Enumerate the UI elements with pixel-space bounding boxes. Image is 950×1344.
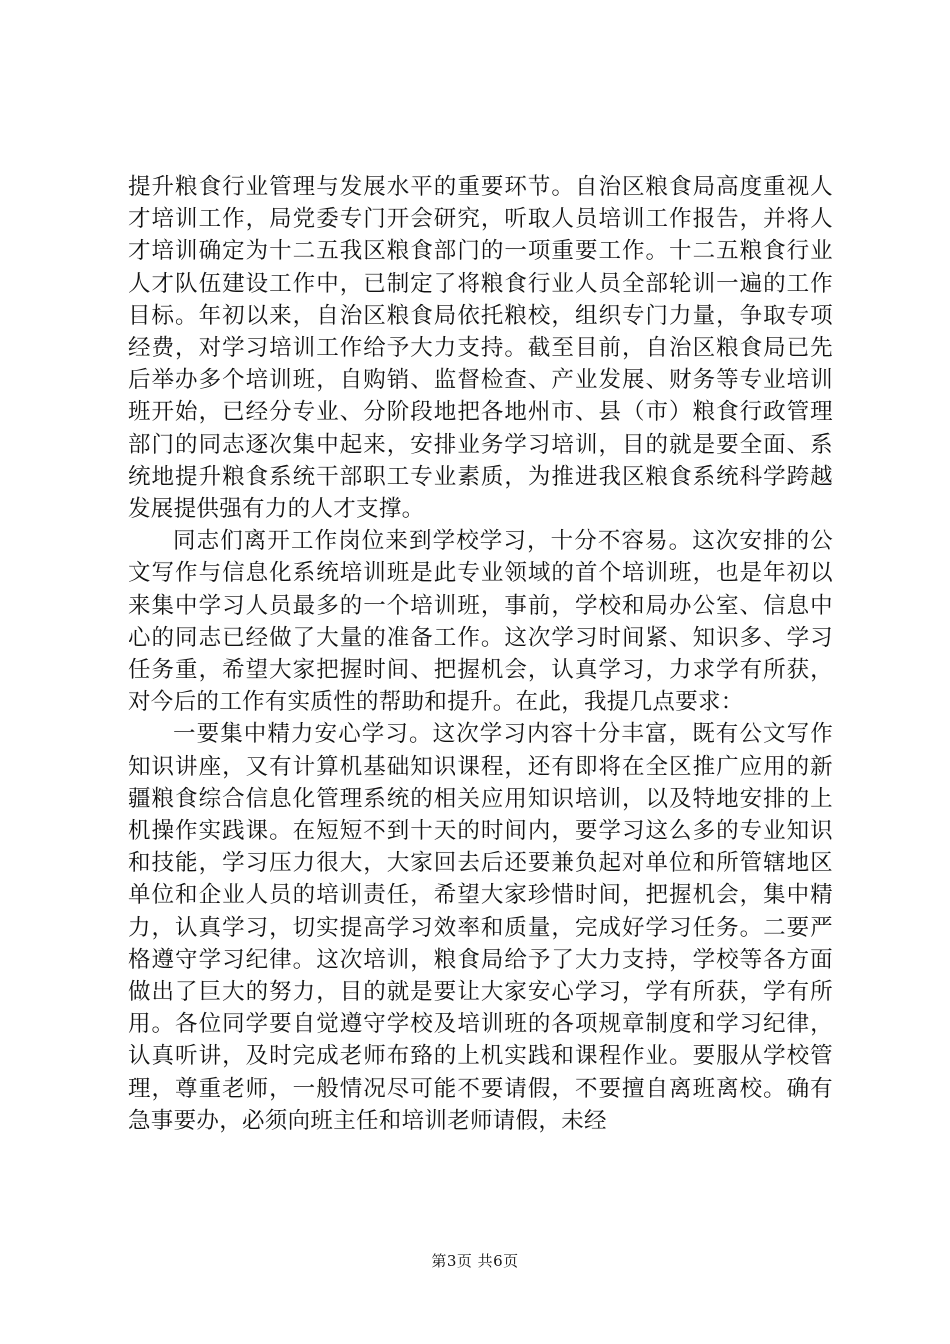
paragraph-2: 同志们离开工作岗位来到学校学习，十分不容易。这次安排的公文写作与信息化系统培训班是此专业领域的首个培训班，也是年初以来集中学习人员最多的一个培训班，事前，学校和局办公室、信息中心的同志已经做了大量的准备工作。这次学习时间紧、知识多、学习任务重，希望大家把握时间、把握机会，认真学习，力求学有所获，对今后的工作有实质性的帮助和提升。在此，我提几点要求：: [128, 528, 833, 716]
paragraph-3: 一要集中精力安心学习。这次学习内容十分丰富，既有公文写作知识讲座，又有计算机基础知识课程，还有即将在全区推广应用的新疆粮食综合信息化管理系统的相关应用知识培训，以及特地安排的上机操作实践课。在短短不到十天的时间内，要学习这么多的专业知识和技能，学习压力很大，大家回去后还要兼负起对单位和所管辖地区单位和企业人员的培训责任，希望大家珍惜时间，把握机会，集中精力，认真学习，切实提高学习效率和质量，完成好学习任务。二要严格遵守学习纪律。这次培训，粮食局给予了大力支持，学校等各方面做出了巨大的努力，目的就是要让大家安心学习，学有所获，学有所用。各位同学要自觉遵守学校及培训班的各项规章制度和学习纪律，认真听讲，及时完成老师布臵的上机实践和课程作业。要服从学校管理，尊重老师，一般情况尽可能不要请假，不要擅自离班离校。确有急事要办，必须向班主任和培训老师请假，未经: [128, 721, 833, 1134]
document-body: [128, 171, 833, 1137]
paragraph-1: 提升粮食行业管理与发展水平的重要环节。自治区粮食局高度重视人才培训工作，局党委专门开会研究，听取人员培训工作报告，并将人才培训确定为十二五我区粮食部门的一项重要工作。十二五粮食行业人才队伍建设工作中，已制定了将粮食行业人员全部轮训一遍的工作目标。年初以来，自治区粮食局依托粮校，组织专门力量，争取专项经费，对学习培训工作给予大力支持。截至目前，自治区粮食局已先后举办多个培训班，自购销、监督检查、产业发展、财务等专业培训班开始，已经分专业、分阶段地把各地州市、县（市）粮食行政管理部门的同志逐次集中起来，安排业务学习培训，目的就是要全面、系统地提升粮食系统干部职工专业素质，为推进我区粮食系统科学跨越发展提供强有力的人才支撑。: [128, 174, 833, 523]
page-number-footer: 第3页 共6页: [431, 1252, 519, 1270]
